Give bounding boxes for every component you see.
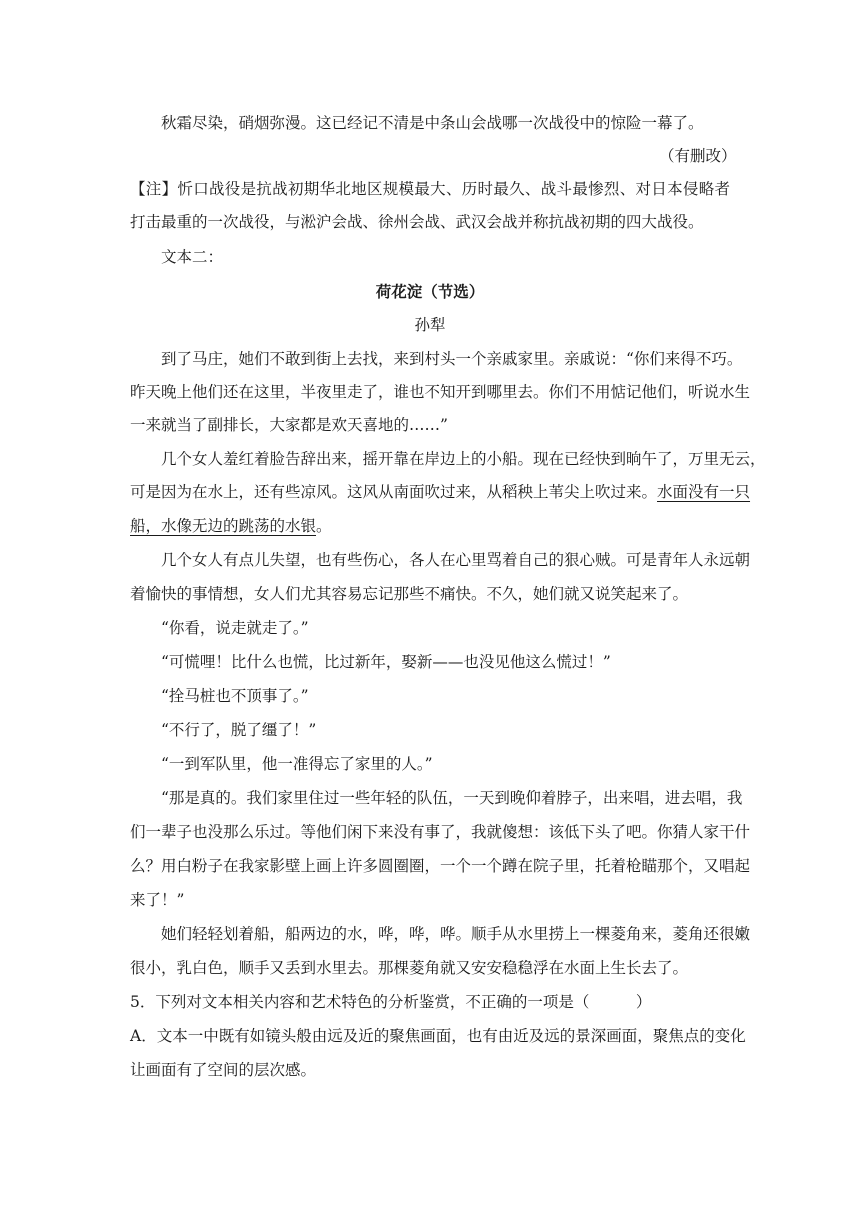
passage-title: 荷花淀（节选） bbox=[375, 282, 485, 301]
paragraph-2-end-punct: 。 bbox=[316, 517, 332, 535]
paragraph-2-line-2-text: 可是因为在水上，还有些凉风。这风从南面吹过来，从稻秧上苇尖上吹过来。 bbox=[130, 483, 658, 501]
paragraph-2-line-1: 几个女人羞红着脸告辞出来，摇开靠在岸边上的小船。现在已经快到晌午了，万里无云， bbox=[161, 450, 766, 468]
paragraph-5-line-2: 很小，乳白色，顺手又丢到水里去。那棵菱角就又安安稳稳浮在水面上生长去了。 bbox=[130, 959, 689, 977]
text2-heading: 文本二： bbox=[161, 248, 224, 266]
paragraph-2-line-2 bbox=[130, 482, 751, 502]
annotation-line-2: 打击最重的一次战役，与淞沪会战、徐州会战、武汉会战并称抗战初期的四大战役。 bbox=[130, 213, 704, 231]
paragraph-1-line-2: 昨天晚上他们还在这里，半夜里走了，谁也不知开到哪里去。你们不用惦记他们，听说水生 bbox=[130, 383, 751, 401]
revision-note: （有删改） bbox=[659, 147, 737, 165]
paragraph-3-line-1: 几个女人有点儿失望，也有些伤心，各人在心里骂着自己的狠心贼。可是青年人永远朝 bbox=[161, 551, 751, 569]
dialogue-5: “一到军队里，他一准得忘了家里的人。” bbox=[161, 755, 433, 773]
paragraph-5-line-1: 她们轻轻划着船，船两边的水，哗，哗，哗。顺手从水里捞上一棵菱角来，菱角还很嫩 bbox=[161, 925, 751, 943]
passage-author: 孙犁 bbox=[414, 316, 446, 334]
dialogue-1: “你看，说走就走了。” bbox=[161, 619, 309, 637]
paragraph-1-line-1: 到了马庄，她们不敢到街上去找，来到村头一个亲戚家里。亲戚说：“你们来得不巧。 bbox=[161, 350, 743, 368]
option-a-line-1: A．文本一中既有如镜头般由远及近的聚焦画面，也有由近及远的景深画面，聚焦点的变化 bbox=[130, 1027, 746, 1045]
dialogue-4: “不行了，脱了缰了！” bbox=[161, 721, 317, 739]
dialogue-2: “可慌哩！比什么也慌，比过新年，娶新——也没见他这么慌过！” bbox=[161, 653, 611, 671]
option-a-line-2: 让画面有了空间的层次感。 bbox=[130, 1061, 317, 1079]
paragraph-4-line-3: 么？用白粉子在我家影壁上画上许多圆圈圈，一个一个蹲在院子里，托着枪瞄那个，又唱起 bbox=[130, 857, 751, 875]
underlined-sentence-part-2: 船，水像无边的跳荡的水银 bbox=[130, 517, 317, 535]
paragraph-4-line-1: “那是真的。我们家里住过一些年轻的队伍，一天到晚仰着脖子，出来唱，进去唱，我 bbox=[161, 789, 743, 807]
paragraph-2-line-3 bbox=[130, 516, 332, 536]
annotation-line-1: 【注】忻口战役是抗战初期华北地区规模最大、历时最久、战斗最惨烈、对日本侵略者 bbox=[130, 180, 730, 198]
paragraph-4-line-4: 来了！” bbox=[130, 891, 185, 909]
underlined-sentence-part-1: 水面没有一只 bbox=[657, 483, 751, 501]
text1-closing-line: 秋霜尽染，硝烟弥漫。这已经记不清是中条山会战哪一次战役中的惊险一幕了。 bbox=[161, 114, 704, 132]
dialogue-3: “拴马桩也不顶事了。” bbox=[161, 687, 309, 705]
question-5-stem: 5．下列对文本相关内容和艺术特色的分析鉴赏，不正确的一项是（ ） bbox=[130, 993, 652, 1011]
paragraph-1-line-3: 一来就当了副排长，大家都是欢天喜地的……” bbox=[130, 416, 448, 434]
paragraph-4-line-2: 们一辈子也没那么乐过。等他们闲下来没有事了，我就傻想：该低下头了吧。你猜人家干什 bbox=[130, 823, 751, 841]
paragraph-3-line-2: 着愉快的事情想，女人们尤其容易忘记那些不痛快。不久，她们就又说笑起来了。 bbox=[130, 585, 689, 603]
